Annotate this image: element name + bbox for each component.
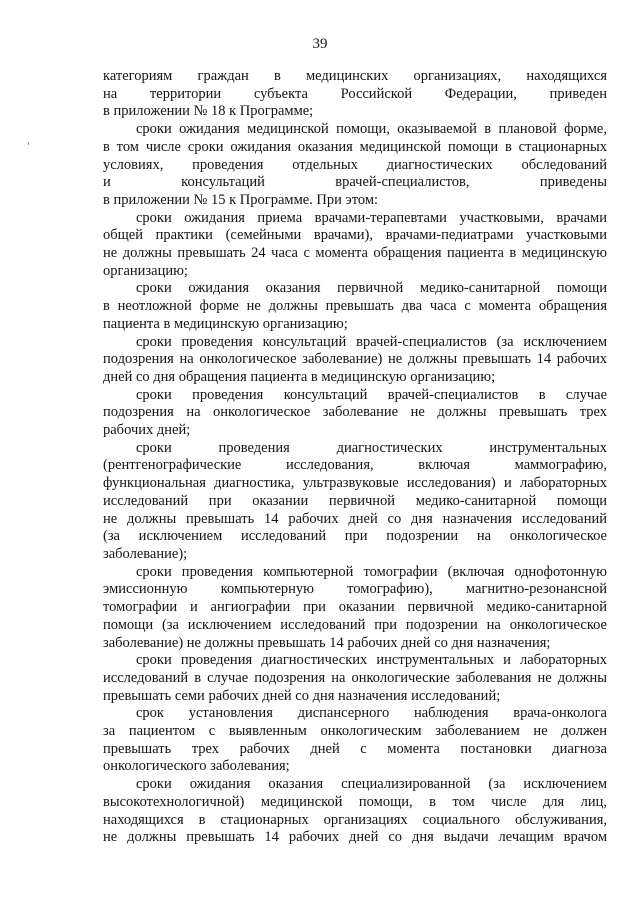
text-line: сроки ожидания оказания первичной медико-санитарной помощи <box>136 280 607 297</box>
text-line: превышать семи рабочих дней со дня назначения исследований; <box>103 687 501 704</box>
text-line: срок установления диспансерного наблюдения врача-онколога <box>136 705 607 722</box>
text-line: сроки проведения консультаций врачей-специалистов в случае <box>136 386 607 403</box>
text-line: в приложении № 15 к Программе. При этом: <box>103 191 379 208</box>
page-number: 39 <box>312 36 328 52</box>
text-line: эмиссионную компьютерную томографию), магнитно-резонансной <box>103 581 607 598</box>
text-line: сроки проведения диагностических инструментальных <box>136 439 607 456</box>
text-line: на территории субъекта Российской Федерации, приведен <box>103 85 607 102</box>
text-line: функциональная диагностика, ультразвуковые исследования) и лабораторных <box>103 475 607 492</box>
text-line: организацию; <box>103 262 188 279</box>
text-line: пациента в медицинскую организацию; <box>103 315 348 332</box>
text-line: (рентгенографические исследования, включая маммографию, <box>103 457 607 474</box>
text-line: заболевание); <box>103 545 188 562</box>
text-line: (за исключением исследований при подозрении на онкологическое <box>103 528 607 545</box>
text-line: сроки ожидания медицинской помощи, оказываемой в плановой форме, <box>136 121 607 138</box>
document-body <box>103 68 607 847</box>
text-line: сроки ожидания оказания специализированной (за исключением <box>136 776 607 793</box>
text-line: томографии и ангиографии при оказании первичной медико-санитарной <box>103 599 607 616</box>
text-line: сроки проведения консультаций врачей-специалистов (за исключением <box>136 333 607 350</box>
text-line: подозрения на онкологическое заболевание не должны превышать трех <box>103 404 607 421</box>
text-line: помощи (за исключением исследований при подозрении на онкологическое <box>103 616 607 633</box>
paragraph <box>103 210 607 281</box>
text-line: превышать трех рабочих дней с момента постановки диагноза <box>103 740 607 757</box>
text-line: сроки проведения диагностических инструментальных и лабораторных <box>136 652 607 669</box>
paragraph <box>103 121 607 210</box>
text-line: исследований при оказании первичной медико-санитарной помощи <box>103 492 607 509</box>
text-line: сроки проведения компьютерной томографии (включая однофотонную <box>136 563 607 580</box>
text-line: и консультаций врачей-специалистов, приведены <box>103 174 607 191</box>
paragraph <box>103 776 607 847</box>
text-line: в неотложной форме не должны превышать два часа с момента обращения <box>103 298 607 315</box>
paragraph <box>103 387 607 440</box>
text-line: не должны превышать 14 рабочих дней со дня назначения исследований <box>103 510 607 527</box>
text-line: находящихся в стационарных организациях социального обслуживания, <box>103 811 607 828</box>
text-line: в приложении № 18 к Программе; <box>103 103 314 120</box>
paragraph <box>103 705 607 776</box>
text-line: за пациентом с выявленным онкологическим заболеванием не должен <box>103 723 607 740</box>
text-line: не должны превышать 24 часа с момента обращения пациента в медицинскую <box>103 245 607 262</box>
text-line: подозрения на онкологическое заболевание) не должны превышать 14 рабочих <box>103 351 607 368</box>
paragraph <box>103 334 607 387</box>
text-line: рабочих дней; <box>103 422 191 439</box>
text-line: заболевание) не должны превышать 14 рабочих дней со дня назначения; <box>103 634 551 651</box>
paragraph <box>103 440 607 564</box>
text-line: в том числе сроки ожидания оказания медицинской помощи в стационарных <box>103 138 607 155</box>
text-line: общей практики (семейными врачами), врачами-педиатрами участковыми <box>103 227 607 244</box>
text-line: условиях, проведения отдельных диагностических обследований <box>103 156 607 173</box>
paragraph <box>103 68 607 121</box>
paragraph <box>103 564 607 653</box>
text-line: исследований в случае подозрения на онкологические заболевания не должны <box>103 669 607 686</box>
paragraph <box>103 652 607 705</box>
text-line: дней со дня обращения пациента в медицинскую организацию; <box>103 368 496 385</box>
text-line: сроки ожидания приема врачами-терапевтами участковыми, врачами <box>136 209 607 226</box>
margin-mark <box>28 142 29 145</box>
text-line: не должны превышать 14 рабочих дней со дня выдачи лечащим врачом <box>103 829 607 846</box>
text-line: онкологического заболевания; <box>103 758 290 775</box>
paragraph <box>103 280 607 333</box>
text-line: высокотехнологичной) медицинской помощи, в том числе для лиц, <box>103 793 607 810</box>
text-line: категориям граждан в медицинских организациях, находящихся <box>103 68 607 84</box>
